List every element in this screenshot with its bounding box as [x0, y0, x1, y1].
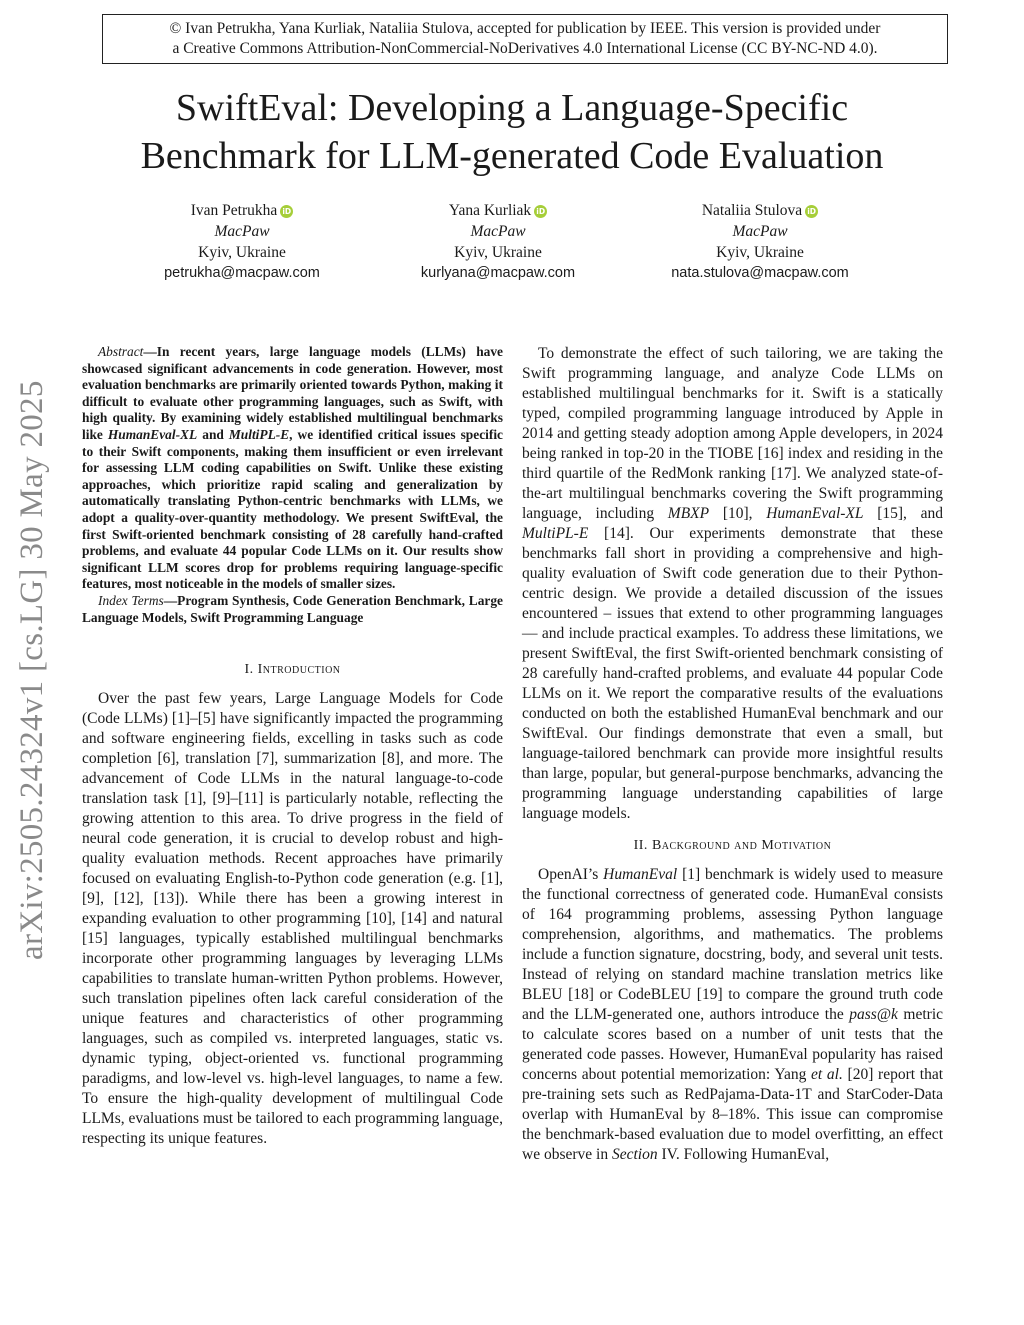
abstract-benchmark-2: MultiPL-E — [228, 426, 290, 442]
license-notice-line-1: © Ivan Petrukha, Yana Kurliak, Nataliia Stulova, accepted for publication by IEEE. This version is provided under — [169, 20, 881, 37]
section-heading-background — [522, 836, 943, 856]
metric-pass-at-k: pass@k — [849, 1006, 898, 1023]
author-affiliation: MacPaw — [470, 223, 526, 240]
author-block-3 — [610, 200, 910, 284]
arxiv-stamp: arXiv:2505.24324v1 [cs.LG] 30 May 2025 — [14, 380, 50, 960]
author-email[interactable]: nata.stulova@macpaw.com — [671, 265, 849, 281]
author-name: Nataliia Stulova — [701, 202, 803, 219]
right-column — [522, 344, 943, 1165]
author-block-2 — [348, 200, 648, 284]
author-affiliation: MacPaw — [214, 223, 270, 240]
section-number: II. — [633, 838, 648, 853]
license-notice — [102, 14, 948, 64]
section-reference: Section — [611, 1146, 658, 1163]
author-affiliation: MacPaw — [732, 223, 788, 240]
section-title: Background and Motivation — [651, 838, 832, 853]
orcid-icon[interactable]: iD — [805, 205, 818, 218]
section-heading-introduction — [82, 660, 503, 680]
et-al: et al. — [811, 1066, 843, 1083]
author-email[interactable]: kurlyana@macpaw.com — [420, 265, 576, 281]
author-location: Kyiv, Ukraine — [716, 244, 804, 261]
benchmark-mbxp: MBXP — [667, 505, 710, 522]
abstract-text: , we identified critical issues specific to their Swift components, making them insufficient or even irrelevant for assessing LLM coding capabilities on Swift. Unlike these existing approaches, which prioritize rapid scaling and generalization by automatically translating Python-centric benchmarks with LLMs, we adopt a quality-over-quantity methodology. We present SwiftEval, the first Swift-oriented benchmark consisting of 28 carefully hand-crafted problems, and evaluate 44 popular Code LLMs on it. Our results show significant LLM scores drop for problems requiring language-specific features, most noticeable in the models of smaller sizes. — [82, 426, 503, 592]
abstract — [82, 344, 503, 626]
abstract-label: Abstract — [98, 344, 144, 359]
paper-title — [60, 84, 964, 180]
paper-title-line-2: Benchmark for LLM-generated Code Evaluation — [140, 135, 884, 177]
background-paragraph: OpenAI’s HumanEval [1] benchmark is widely used to measure the functional correctness of generated code. HumanEval consists of 164 programming problems, assessing Python language comprehension, algorithms, and mathematics. The problems include a function signature, docstring, body, and several unit tests. Instead of relying on standard machine translation metrics like BLEU [18] or CodeBLEU [19] to compare the ground truth code and the LLM-generated one, authors introduce the pass@k metric to calculate scores based on a number of unit tests that the generated code passes. However, HumanEval popularity has raised concerns about potential memorization: Yang et al. [20] report that pre-training sets such as RedPajama-Data-1T and StarCoder-Data overlap with HumanEval by 8–18%. This issue can compromise the benchmark-based evaluation due to model overfitting, an effect we observe in Section IV. Following HumanEval, — [522, 866, 944, 1163]
left-column — [82, 344, 503, 1149]
section-title: Introduction — [257, 662, 341, 678]
abstract-benchmark-1: HumanEval-XL — [107, 426, 198, 442]
introduction-paragraph: Over the past few years, Large Language Models for Code (Code LLMs) [1]–[5] have significantly impacted the programming and software engineering fields, excelling in tasks such as code completion [6], translation [7], summarization [8], and more. The advancement of Code LLMs in the natural language-to-code translation task [1], [9]–[11] is particularly notable, reflecting the growing attention to this area. To drive progress in the field of neural code generation, it is crucial to develop robust and high-quality evaluation methods. Recent approaches have primarily focused on evaluating English-to-Python code generation (e.g. [1], [9], [12], [13]). While there has been a growing interest in expanding evaluation to other programming [10], [14] and natural [15] languages, typically established multilingual benchmarks incorporate other programming languages by leveraging LLMs capabilities to translate human-written Python problems. However, such translation pipelines often lack careful consideration of the unique features and characteristics of other programming languages, such as compiled vs. interpreted languages, static vs. dynamic typing, object-oriented vs. functional programming paradigms, and low-level vs. high-level languages, to name a few. To ensure the high-quality development of multilingual Code LLMs, evaluations must be tailored to each programming language, respecting its unique features. — [82, 690, 503, 1148]
license-notice-line-2: a Creative Commons Attribution-NonCommercial-NoDerivatives 4.0 International License (CC BY-NC-ND 4.0). — [172, 40, 878, 57]
benchmark-multipl-e: MultiPL-E — [522, 525, 589, 542]
author-name: Ivan Petrukha — [190, 202, 278, 219]
benchmark-humaneval: HumanEval — [603, 866, 678, 883]
motivation-paragraph: To demonstrate the effect of such tailoring, we are taking the Swift programming language, and analyze Code LLMs on established multilingual benchmarks for it. Swift is a statically typed, compiled programming language introduced by Apple in 2014 and getting steady adoption among Apple developers, in 2024 being ranked in top-20 in the TIOBE [16] index and residing in the third quartile of the RedMonk ranking [17]. We analyzed state-of-the-art multilingual benchmarks covering the Swift programming language, including MBXP [10], HumanEval-XL [15], and MultiPL-E [14]. Our experiments demonstrate that these benchmarks fall short in providing a comprehensive and high-quality evaluation of Swift code generation due to their Python-centric design. We provide a detailed discussion of the issues encountered – issues that extend to other programming languages — and include practical examples. To address these limitations, we present SwiftEval, the first Swift-oriented benchmark consisting of 28 carefully hand-crafted problems, and evaluate 44 popular Code LLMs on it. We report the comparative results of the evaluations conducted on both the established HumanEval benchmark and our SwiftEval. Our findings demonstrate that even a small, but language-tailored benchmark can provide more insightful results than large, popular, but general-purpose benchmarks, advancing the programming language understanding capabilities of large language models. — [522, 345, 943, 822]
index-terms-label: Index Terms — [98, 592, 164, 608]
section-number: I. — [244, 662, 254, 678]
author-location: Kyiv, Ukraine — [198, 244, 286, 261]
author-block-1 — [92, 200, 392, 284]
benchmark-humaneval-xl: HumanEval-XL — [766, 505, 864, 522]
author-name: Yana Kurliak — [448, 202, 532, 219]
index-terms-text: —Program Synthesis, Code Generation Benchmark, Large Language Models, Swift Programming Language — [82, 592, 503, 625]
abstract-text: and — [197, 426, 229, 442]
author-email[interactable]: petrukha@macpaw.com — [164, 265, 320, 281]
paper-title-line-1: SwiftEval: Developing a Language-Specific — [175, 87, 849, 129]
orcid-icon[interactable]: iD — [280, 205, 293, 218]
orcid-icon[interactable]: iD — [534, 205, 547, 218]
abstract-text: —In recent years, large language models (LLMs) have showcased significant advancements in code generation. However, most evaluation benchmarks are primarily oriented towards Python, making it difficult to evaluate other programming languages, such as Swift, with high quality. By examining widely established multilingual benchmarks like — [82, 344, 503, 442]
author-location: Kyiv, Ukraine — [454, 244, 542, 261]
